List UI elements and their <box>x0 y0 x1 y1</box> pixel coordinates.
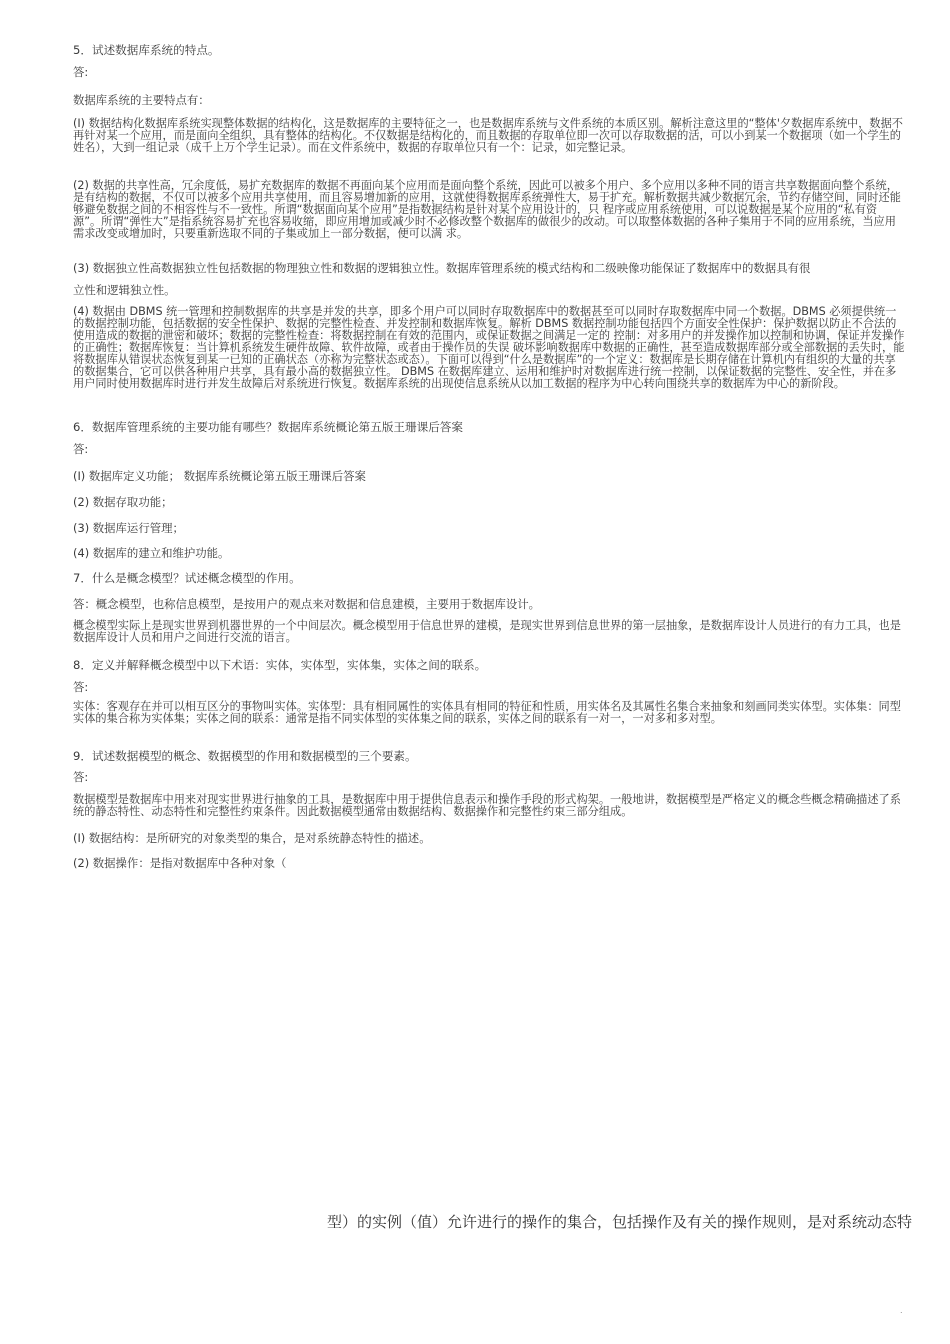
continued-text: 型）的实例（值）允许进行的操作的集合，包括操作及有关的操作规则，是对系统动态特 <box>327 1213 913 1231</box>
corner-mark: . <box>900 1306 903 1315</box>
answer-6-item-2: (2) 数据存取功能； <box>73 495 173 509</box>
answer-label: 答: <box>73 65 89 79</box>
question-9: 9．试述数据模型的概念、数据模型的作用和数据模型的三个要素。 <box>73 749 417 763</box>
answer-6-item-1: (Ⅰ) 数据库定义功能； 数据库系统概论第五版王珊课后答案 <box>73 469 366 483</box>
paragraph-4: (4) 数据由 DBMS 统一管理和控制数据库的共享是并发的共享，即多个用户可以同时存取数据库中的数据甚至可以同时存取数据库中同一个数据。DBMS 必须提供统一的数据控制功能，包括数据的安全性保护、数据的完整性检查、并发控制和数据库恢复。解析 DBMS 数据控制功能包括四个方面安全性保护：保护数据以防止不合法的使用造成的数据的泄密和破坏；数据的完整性检查：将数据控制在有效的范围内，或保证数据之间满足一定的 控制：对多用户的并发操作加以控制和协调，保证并发操作的正确性；数据库恢复：当计算机系统发生硬件故障、软件故障，或者由于操作员的失误 破坏影响数据库中数据的正确性，甚至造成数据库部分或全部数据的丢失时，能将数据库从错误状态恢复到某一已知的正确状态（亦称为完整状态或态）。下面可以得到“什么是数据库”的一个定义：数据库是长期存储在计算机内有组织的大量的共享的数据集合，它可以供各种用户共享，具有最小高的数据独立性。 DBMS 在数据库建立、运用和维护时对数据库进行统一控制，以保证数据的完整性、安全性，并在多用户同时使用数据库时进行并发生故障后对系统进行恢复。数据库系统的出现使信息系统从以加工数据的程序为中心转向围绕共享的数据库为中心的新阶段。 <box>73 305 905 390</box>
answer-label: 答: <box>73 770 89 784</box>
answer-8: 实体：客观存在并可以相互区分的事物叫实体。实体型：具有相同属性的实体具有相同的特征和性质，用实体名及其属性名集合来抽象和刻画同类实体型。实体集：同型实体的集合称为实体集；实体之间的联系：通常是指不同实体型的实体集之间的联系，实体之间的联系有一对一，一对多和多对型。 <box>73 700 901 725</box>
paragraph-1: (Ⅰ) 数据结构化数据库系统实现整体数据的结构化，这是数据库的主要特征之一，也是数据库系统与文件系统的本质区别。解析注意这里的“整体'夕数据库系统中，数据不再针对某一个应用，而是面向全组织，具有整体的结构化。不仅数据是结构化的，而且数据的存取单位即一次可以存取数据的活，可以小到某一个数据项（如一个学生的姓名），大到一组记录（成千上万个学生记录）。而在文件系统中，数据的存取单位只有一个：记录，如完整记录。 <box>73 117 903 154</box>
answer-7-line-2: 概念模型实际上是现实世界到机器世界的一个中间层次。概念模型用于信息世界的建模，是现实世界到信息世界的第一层抽象，是数据库设计人员进行的有力工具，也是数据库设计人员和用户之间进行交流的语言。 <box>73 619 901 644</box>
question-7: 7．什么是概念模型？试述概念模型的作用。 <box>73 571 301 585</box>
question-8: 8．定义并解释概念模型中以下术语：实体，实体型，实体集，实体之间的联系。 <box>73 658 487 672</box>
answer-6-item-4: (4) 数据库的建立和维护功能。 <box>73 546 230 560</box>
answer-9: 数据模型是数据库中用来对现实世界进行抽象的工具，是数据库中用于提供信息表示和操作手段的形式构架。一般地讲，数据模型是严格定义的概念些概念精确描述了系统的静态特性、动态特性和完整性约束条件。因此数据模型通常由数据结构、数据操作和完整性约束三部分组成。 <box>73 793 901 818</box>
paragraph-2: (2) 数据的共享性高，冗余度低，易扩充数据库的数据不再面向某个应用而是面向整个系统，因此可以被多个用户、多个应用以多种不同的语言共享数据面向整个系统，是有结构的数据，不仅可以被多个应用共享使用，而且容易增加新的应用，这就使得数据库系统弹性大，易于扩充。解析数据共减少数据冗余，节约存储空间，同时还能够避免数据之间的不相容性与不一致性。所谓“数据面向某个应用”是指数据结构是针对某个应用设计的，只 程序或应用系统使用，可以说数据是某个应用的“私有资源”。所谓“弹性大”是指系统容易扩充也容易收缩，即应用增加或减少时不必修改整个数据库的做很少的改动。可以取整体数据的各种子集用于不同的应用系统，当应用需求改变或增加时，只要重新选取不同的子集或加上一部分数据，便可以满 求。 <box>73 179 901 240</box>
answer-9-item-1: (Ⅰ) 数据结构：是所研究的对象类型的集合，是对系统静态特性的描述。 <box>73 831 431 845</box>
answer-label: 答: <box>73 442 89 456</box>
answer-9-item-2: (2) 数据操作：是指对数据库中各种对象（ <box>73 856 287 870</box>
answer-6-item-3: (3) 数据库运行管理； <box>73 521 184 535</box>
paragraph-3a: (3) 数据独立性高数据独立性包括数据的物理独立性和数据的逻辑独立性。数据库管理系统的模式结构和二级映像功能保证了数据库中的数据具有很 <box>73 261 811 275</box>
answer-intro: 数据库系统的主要特点有： <box>73 93 210 107</box>
paragraph-3b: 立性和逻辑独立性。 <box>73 283 176 297</box>
answer-label: 答: <box>73 680 89 694</box>
question-6: 6．数据库管理系统的主要功能有哪些？数据库系统概论第五版王珊课后答案 <box>73 420 463 434</box>
question-5: 5．试述数据库系统的特点。 <box>73 43 220 57</box>
answer-7-line-1: 答：概念模型，也称信息模型，是按用户的观点来对数据和信息建模，主要用于数据库设计。 <box>73 597 541 611</box>
